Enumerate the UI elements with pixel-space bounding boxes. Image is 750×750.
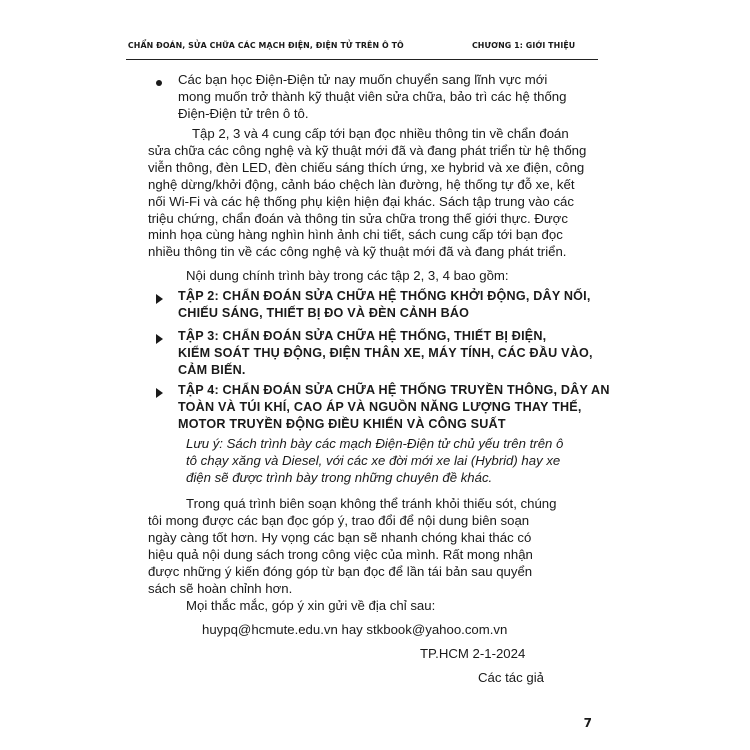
- text-line: TẬP 4: CHẨN ĐOÁN SỬA CHỮA HỆ THỐNG TRUYỀN THÔNG, DÂY AN: [178, 383, 610, 397]
- text-line: TẬP 3: CHẨN ĐOÁN SỬA CHỮA HỆ THỐNG, THIẾT BỊ ĐIỆN,: [178, 329, 547, 343]
- text-line: hiệu quả nội dung sách trong công việc của mình. Rất mong nhận: [148, 546, 533, 562]
- text-line: Các tác giả: [478, 670, 544, 685]
- text-line: được những ý kiến đóng góp từ bạn đọc để lần tái bản sau quyển: [148, 563, 533, 579]
- running-header: [126, 32, 579, 48]
- text-line: Lưu ý: Sách trình bày các mạch Điện-Điện tử chủ yếu trên trên ô: [186, 436, 564, 451]
- contents-intro: [186, 268, 598, 285]
- diamond-bullet-icon: [156, 334, 163, 344]
- header-chapter: CHƯƠNG 1: GIỚI THIỆU: [471, 40, 576, 50]
- page-number: 7: [583, 716, 592, 730]
- text-line: TOÀN VÀ TÚI KHÍ, CAO ÁP VÀ NGUỒN NĂNG LƯỢNG THAY THẾ,: [178, 399, 582, 414]
- text-line: sách sẽ hoàn chỉnh hơn.: [148, 580, 293, 596]
- text-line: Các bạn học Điện-Điện tử nay muốn chuyển sang lĩnh vực mới: [178, 72, 548, 87]
- contact-intro: [186, 598, 598, 615]
- signature-date: [420, 646, 598, 663]
- text-line: KIỂM SOÁT THỤ ĐỘNG, ĐIỆN THÂN XE, MÁY TÍNH, CÁC ĐẦU VÀO,: [178, 345, 593, 360]
- topic-volume-4: [178, 382, 610, 433]
- diamond-bullet-icon: [156, 294, 163, 304]
- contact-emails: [202, 622, 598, 639]
- text-line: TẬP 2: CHẨN ĐOÁN SỬA CHỮA HỆ THỐNG KHỞI ĐỘNG, DÂY NỐI,: [178, 289, 591, 303]
- text-line: tôi mong được các bạn đọc góp ý, trao đổi để nội dung biên soạn: [148, 512, 530, 528]
- signature-author: [478, 670, 598, 687]
- topic-volume-3: [178, 328, 598, 379]
- text-line: viễn thông, đèn LED, đèn chiếu sáng thích ứng, xe hybrid và xe điện, công: [148, 159, 585, 175]
- header-rule: [126, 59, 598, 60]
- text-line: Trong quá trình biên soạn không thể tránh khỏi thiếu sót, chúng: [186, 496, 557, 511]
- text-line: ngày càng tốt hơn. Hy vọng các bạn sẽ nhanh chóng khai thác có: [148, 529, 532, 545]
- text-line: triệu chứng, chẩn đoán và thông tin sửa chữa trong thế giới thực. Được: [148, 210, 568, 226]
- text-line: mong muốn trở thành kỹ thuật viên sửa chữa, bảo trì các hệ thống: [178, 88, 567, 104]
- header-book-title: CHẨN ĐOÁN, SỬA CHỮA CÁC MẠCH ĐIỆN, ĐIỆN TỬ TRÊN Ô TÔ: [127, 40, 404, 50]
- text-line: nghệ dừng/khởi động, cảnh báo chệch làn đường, hệ thống tự đỗ xe, kết: [148, 176, 575, 192]
- paragraph-intro: [148, 126, 590, 261]
- text-line: Điện-Điện tử trên ô tô.: [178, 105, 309, 121]
- topic-volume-2: [178, 288, 598, 322]
- text-line: TP.HCM 2-1-2024: [420, 646, 526, 661]
- text-line: nối Wi-Fi và các hệ thống phụ kiện hiện đại khác. Sách tập trung vào các: [148, 193, 574, 209]
- note-paragraph: [186, 436, 584, 487]
- text-line: nhiều thông tin về các công nghệ và kỹ thuật mới đã và đang phát triển.: [148, 244, 567, 260]
- diamond-bullet-icon: [156, 388, 163, 398]
- text-line: Tập 2, 3 và 4 cung cấp tới bạn đọc nhiều thông tin về chẩn đoán: [192, 126, 569, 141]
- text-line: CẢM BIẾN.: [178, 362, 246, 377]
- book-page: [126, 32, 610, 742]
- bullet-paragraph: [178, 72, 588, 123]
- text-line: Nội dung chính trình bày trong các tập 2, 3, 4 bao gồm:: [186, 268, 509, 283]
- text-line: CHIẾU SÁNG, THIẾT BỊ ĐO VÀ ĐÈN CẢNH BÁO: [178, 305, 470, 320]
- text-line: sửa chữa các công nghệ và kỹ thuật mới đã và đang phát triển từ hệ thống: [148, 142, 587, 158]
- text-line: MOTOR TRUYỀN ĐỘNG ĐIỀU KHIỂN VÀ CÔNG SUẤT: [178, 416, 506, 431]
- bullet-dot: [156, 80, 162, 86]
- text-line: điện sẽ được trình bày trong những chuyên đề khác.: [186, 469, 493, 485]
- text-line: Mọi thắc mắc, góp ý xin gửi về địa chỉ sau:: [186, 598, 436, 613]
- text-line: tô chạy xăng và Diesel, với các xe đời mới xe lai (Hybrid) hay xe: [186, 452, 561, 468]
- text-line: huypq@hcmute.edu.vn hay stkbook@yahoo.com.vn: [202, 622, 508, 637]
- paragraph-closing: [148, 496, 588, 597]
- text-line: minh họa cùng hàng nghìn hình ảnh chi tiết, sách cung cấp tới bạn đọc: [148, 227, 563, 243]
